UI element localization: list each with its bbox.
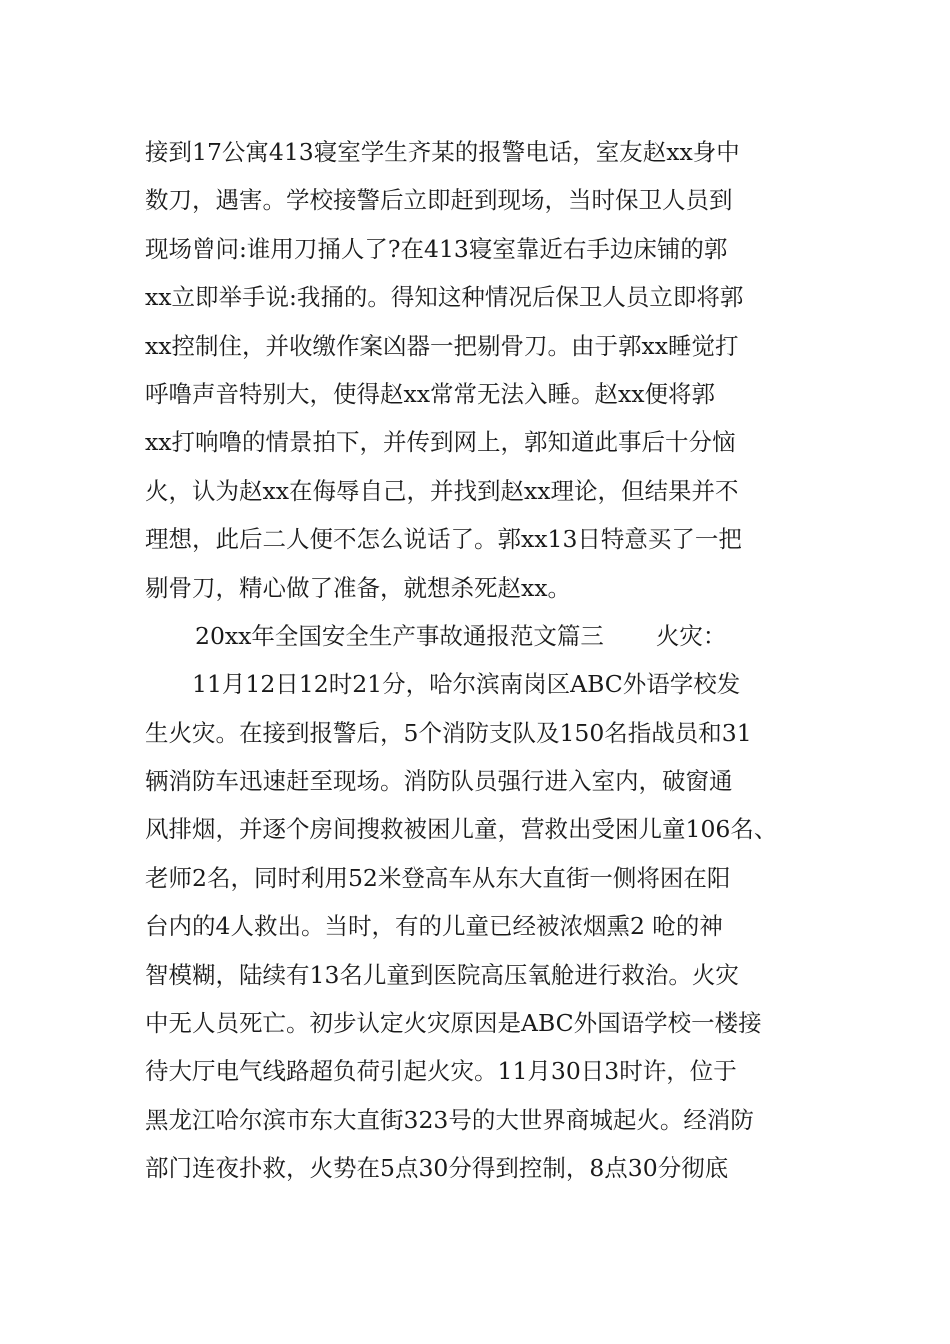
section-heading [145, 612, 813, 660]
text-line: 现场曾问:谁用刀捅人了?在413寝室靠近右手边床铺的郭 [145, 234, 728, 263]
text-line: 智模糊，陆续有13名儿童到医院高压氧舱进行救治。火灾 [145, 960, 739, 989]
text-line: 11月12日12时21分，哈尔滨南岗区ABC外语学校发 [192, 670, 741, 699]
text-line: 待大厅电气线路超负荷引起火灾。11月30日3时许，位于 [145, 1057, 737, 1086]
text-line: 数刀，遇害。学校接警后立即赶到现场，当时保卫人员到 [145, 186, 733, 215]
text-line: 火，认为赵xx在侮辱自己，并找到赵xx理论，但结果并不 [145, 476, 739, 505]
text-line: 接到17公寓413寝室学生齐某的报警电话，室友赵xx身中 [145, 138, 740, 166]
text-line: 呼噜声音特别大，使得赵xx常常无法入睡。赵xx便将郭 [145, 379, 716, 408]
document-body [145, 128, 813, 1193]
text-line: 中无人员死亡。初步认定火灾原因是ABC外国语学校一楼接 [145, 1009, 762, 1038]
section-heading-title: 20xx年全国安全生产事故通报范文篇三 [195, 621, 604, 650]
paragraph-incident-dormitory [145, 128, 813, 612]
section-heading-topic: 火灾： [655, 621, 727, 650]
text-line: 老师2名，同时利用52米登高车从东大直街一侧将困在阳 [145, 863, 731, 892]
text-line: 生火灾。在接到报警后，5个消防支队及150名指战员和31 [145, 718, 752, 747]
text-line: 台内的4人救出。当时，有的儿童已经被浓烟熏2 呛的神 [145, 912, 723, 941]
text-line: 剔骨刀，精心做了准备，就想杀死赵xx。 [145, 573, 572, 602]
text-line: 黑龙江哈尔滨市东大直街323号的大世界商城起火。经消防 [145, 1105, 754, 1134]
text-line: xx控制住，并收缴作案凶器一把剔骨刀。由于郭xx睡觉打 [145, 331, 739, 360]
paragraph-fire-incident [145, 660, 813, 1192]
text-line: 风排烟，并逐个房间搜救被困儿童，营救出受困儿童106名、 [145, 815, 778, 844]
text-line: 理想，此后二人便不怎么说话了。郭xx13日特意买了一把 [145, 525, 742, 554]
text-line: xx打响噜的情景拍下，并传到网上，郭知道此事后十分恼 [145, 428, 736, 457]
text-line: 部门连夜扑救，火势在5点30分得到控制，8点30分彻底 [145, 1154, 729, 1183]
text-line: 辆消防车迅速赶至现场。消防队员强行进入室内，破窗通 [145, 767, 733, 796]
text-line: xx立即举手说:我捅的。得知这种情况后保卫人员立即将郭 [145, 283, 744, 312]
